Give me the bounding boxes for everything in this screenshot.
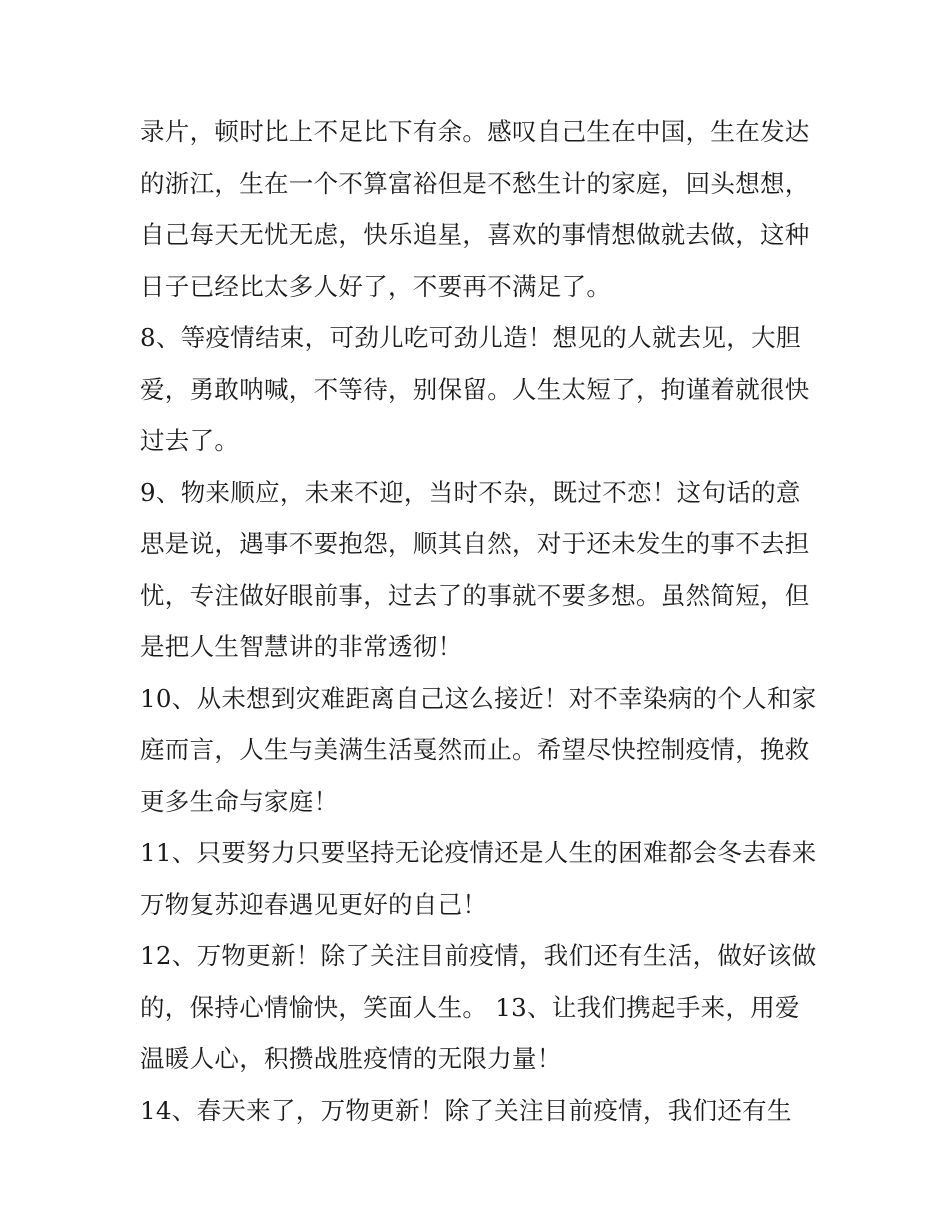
text-line: 庭而言，人生与美满生活戛然而止。希望尽快控制疫情，挽救 [140, 735, 810, 764]
text-line: 12、万物更新！除了关注目前疫情，我们还有生活，做好该做 [140, 941, 817, 970]
text-line: 的，保持心情愉快，笑面人生。 13、让我们携起手来，用爱 [140, 992, 800, 1022]
text-line: 10、从未想到灾难距离自己这么接近！对不幸染病的个人和家 [140, 683, 817, 713]
text-line: 思是说，遇事不要抱怨，顺其自然，对于还未发生的事不去担 [140, 529, 810, 558]
text-line: 温暖人心，积攒战胜疫情的无限力量！ [140, 1044, 562, 1073]
text-line: 更多生命与家庭！ [140, 786, 339, 816]
text-line: 万物复苏迎春遇见更好的自己！ [140, 889, 488, 919]
text-line: 录片，顿时比上不足比下有余。感叹自己生在中国，生在发达 [140, 117, 810, 146]
text-line: 过去了。 [140, 426, 240, 455]
text-line: 11、只要努力只要坚持无论疫情还是人生的困难都会冬去春来 [140, 838, 817, 867]
text-line: 的浙江，生在一个不算富裕但是不愁生计的家庭，回头想想， [140, 168, 810, 198]
text-line: 9、物来顺应，未来不迎，当时不杂，既过不恋！这句话的意 [140, 477, 801, 507]
text-line: 忧，专注做好眼前事，过去了的事就不要多想。虽然简短，但 [140, 580, 810, 610]
text-line: 自己每天无忧无虑，快乐追星，喜欢的事情想做就去做，这种 [140, 220, 810, 249]
text-line: 日子已经比太多人好了，不要再不满足了。 [140, 271, 612, 301]
text-line: 爱，勇敢呐喊，不等待，别保留。人生太短了，拘谨着就很快 [140, 374, 810, 404]
document-body [140, 106, 820, 1136]
text-line: 14、春天来了，万物更新！除了关注目前疫情，我们还有生 [140, 1095, 792, 1125]
text-line: 是把人生智慧讲的非常透彻！ [140, 632, 463, 661]
text-line: 8、等疫情结束，可劲儿吃可劲儿造！想见的人就去见，大胆 [140, 323, 801, 352]
